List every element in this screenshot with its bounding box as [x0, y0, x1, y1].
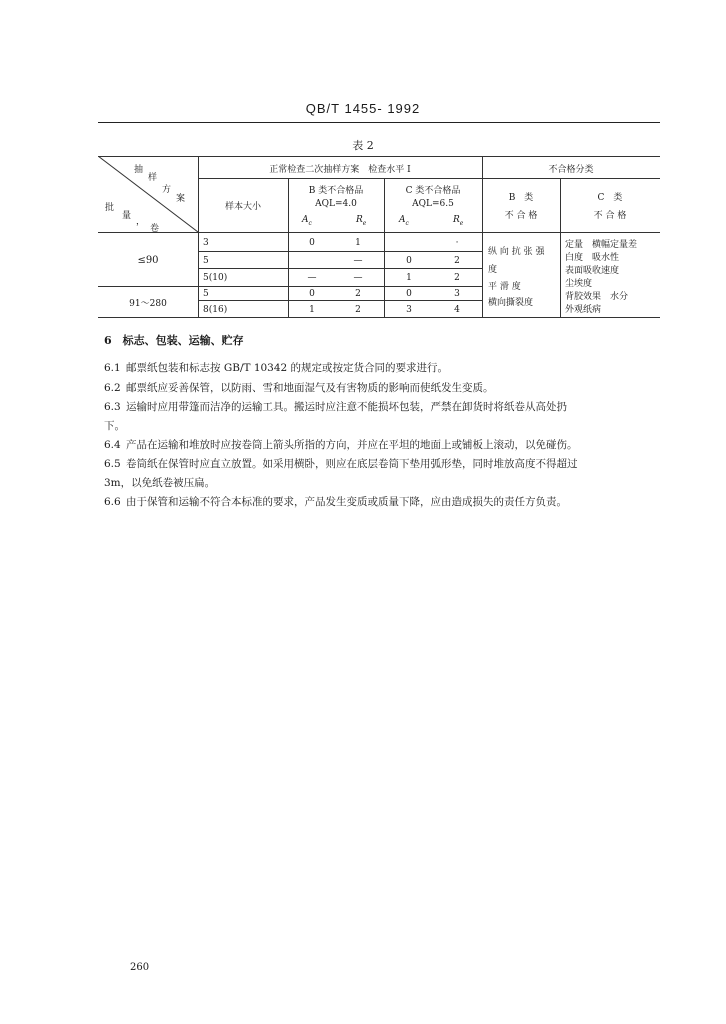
- paragraph-6-3: [104, 399, 567, 414]
- corner-label-top-1: 抽: [134, 165, 144, 175]
- c-re-cell: 4: [454, 305, 460, 315]
- sample-cell: 8(16): [203, 305, 228, 315]
- paragraph-6-2: [104, 380, 494, 395]
- table-col-rule: [482, 156, 483, 317]
- c-category-header: C 类: [597, 193, 623, 203]
- c-item: 尘埃度: [565, 279, 593, 289]
- corner-label-bottom-1: 批: [105, 203, 115, 213]
- b-category-header: B 类: [508, 193, 534, 203]
- b-item: 平 滑 度: [488, 282, 521, 292]
- paragraph-6-5: [104, 456, 578, 471]
- paragraph-6-4: [104, 437, 578, 452]
- c-category-label: 不 合 格: [593, 211, 627, 221]
- class-b-aql: AQL=4.0: [315, 199, 357, 209]
- corner-label-top-4: 案: [176, 194, 186, 204]
- table-rule: [198, 178, 660, 179]
- re-subscript: e: [362, 219, 367, 227]
- table-title: 表 2: [352, 139, 374, 152]
- c-ac-cell: 0: [406, 256, 412, 266]
- b-re-cell: 2: [355, 305, 361, 315]
- table-rule: [482, 232, 660, 233]
- c-ac-cell: 1: [406, 273, 412, 283]
- table-col-rule: [198, 156, 199, 317]
- ac-subscript: c: [405, 219, 409, 227]
- table-rule: [98, 286, 482, 287]
- standard-code-header: QB/T 1455- 1992: [305, 101, 421, 116]
- page-number: 260: [130, 962, 150, 973]
- table-2: [0, 0, 726, 330]
- corner-label-bottom-2: 量: [122, 211, 132, 221]
- paragraph-text: 邮票纸应妥善保管，以防雨、雪和地面湿气及有害物质的影响而使纸发生变质。: [126, 382, 494, 394]
- paragraph-text: 由于保管和运输不符合本标准的要求，产品发生变质或质量下降，应由造成损失的责任方负责。: [126, 496, 567, 508]
- b-re-cell: —: [353, 256, 363, 266]
- table-rule: [198, 300, 482, 301]
- paragraph-6-5-continuation: 3m，以免纸卷被压扁。: [104, 477, 216, 489]
- class-b-ac-header: [302, 215, 312, 227]
- b-category-label: 不 合 格: [504, 211, 538, 221]
- corner-label-top-2: 样: [148, 173, 158, 183]
- table-bottom-rule: [98, 317, 660, 318]
- paragraph-number: 6.1: [104, 362, 121, 374]
- b-ac-cell: —: [307, 273, 317, 283]
- b-re-cell: 1: [355, 238, 361, 248]
- re-subscript: e: [459, 219, 464, 227]
- paragraph-text: 卷筒纸在保管时应直立放置。如采用横卧，则应在底层卷筒下垫用弧形垫，同时堆放高度不得超过: [126, 458, 578, 470]
- paragraph-text: 产品在运输和堆放时应按卷筒上箭头所指的方向，并应在平坦的地面上或铺板上滚动，以免碰伤。: [126, 439, 578, 451]
- class-c-ac-header: [399, 215, 409, 227]
- paragraph-number: 6.6: [104, 496, 121, 508]
- corner-label-bottom-3: ，: [136, 217, 146, 227]
- corner-label-top-3: 方: [162, 185, 172, 195]
- batch-size-cell: ≤90: [137, 255, 159, 266]
- b-item: 横向撕裂度: [488, 298, 534, 308]
- c-item: 外观纸病: [565, 305, 602, 315]
- c-item: 白度 吸水性: [565, 253, 620, 263]
- b-ac-cell: 1: [309, 305, 315, 315]
- paragraph-6-3-continuation: 下。: [104, 420, 125, 432]
- class-b-re-header: [356, 215, 366, 227]
- normal-scheme-header: 正常检查二次抽样方案 检查水平 I: [269, 165, 411, 175]
- b-re-cell: 2: [355, 289, 361, 299]
- c-item: 定量 横幅定量差: [565, 240, 638, 250]
- c-re-cell: 3: [454, 289, 460, 299]
- b-re-cell: —: [353, 273, 363, 283]
- paragraph-number: 6.3: [104, 401, 121, 413]
- ac-symbol: A: [399, 215, 406, 225]
- ac-subscript: c: [308, 219, 312, 227]
- c-re-cell: ·: [455, 238, 459, 248]
- class-c-re-header: [453, 215, 463, 227]
- section-heading: 6 标志、包装、运输、贮存: [104, 334, 244, 347]
- sample-cell: 5(10): [203, 273, 228, 283]
- c-ac-cell: 0: [406, 289, 412, 299]
- sample-cell: 5: [203, 256, 209, 266]
- c-ac-cell: 3: [406, 305, 412, 315]
- table-rule: [198, 268, 482, 269]
- c-re-cell: 2: [454, 273, 460, 283]
- c-item: 表面吸收速度: [565, 266, 620, 276]
- paragraph-6-1: [104, 360, 448, 375]
- nonconformity-class-header: 不合格分类: [548, 165, 594, 175]
- paragraph-text: 邮票纸包装和标志按 GB/T 10342 的规定或按定货合同的要求进行。: [126, 362, 449, 374]
- paragraph-text: 运输时应用带篷而洁净的运输工具。搬运时应注意不能损坏包装，严禁在卸货时将纸卷从高处扔: [126, 401, 567, 413]
- c-item: 背胶效果 水分: [565, 292, 629, 302]
- class-c-header: C 类不合格品: [405, 186, 461, 196]
- b-ac-cell: 0: [309, 289, 315, 299]
- sample-cell: 3: [203, 238, 209, 248]
- paragraph-6-6: [104, 494, 567, 509]
- paragraph-number: 6.5: [104, 458, 121, 470]
- ac-symbol: A: [302, 215, 309, 225]
- batch-size-cell: 91～280: [129, 299, 167, 309]
- class-c-aql: AQL=6.5: [412, 199, 454, 209]
- class-b-header: B 类不合格品: [308, 186, 364, 196]
- re-symbol: R: [356, 215, 363, 225]
- b-item: 纵 向 抗 张 强: [488, 247, 545, 257]
- sample-size-header: 样本大小: [224, 202, 261, 212]
- paragraph-number: 6.2: [104, 382, 121, 394]
- sample-cell: 5: [203, 289, 209, 299]
- b-item: 度: [488, 265, 498, 275]
- table-rule: [198, 251, 482, 252]
- b-ac-cell: 0: [309, 238, 315, 248]
- paragraph-number: 6.4: [104, 439, 121, 451]
- re-symbol: R: [453, 215, 460, 225]
- c-re-cell: 2: [454, 256, 460, 266]
- corner-label-bottom-4: 卷: [150, 224, 160, 234]
